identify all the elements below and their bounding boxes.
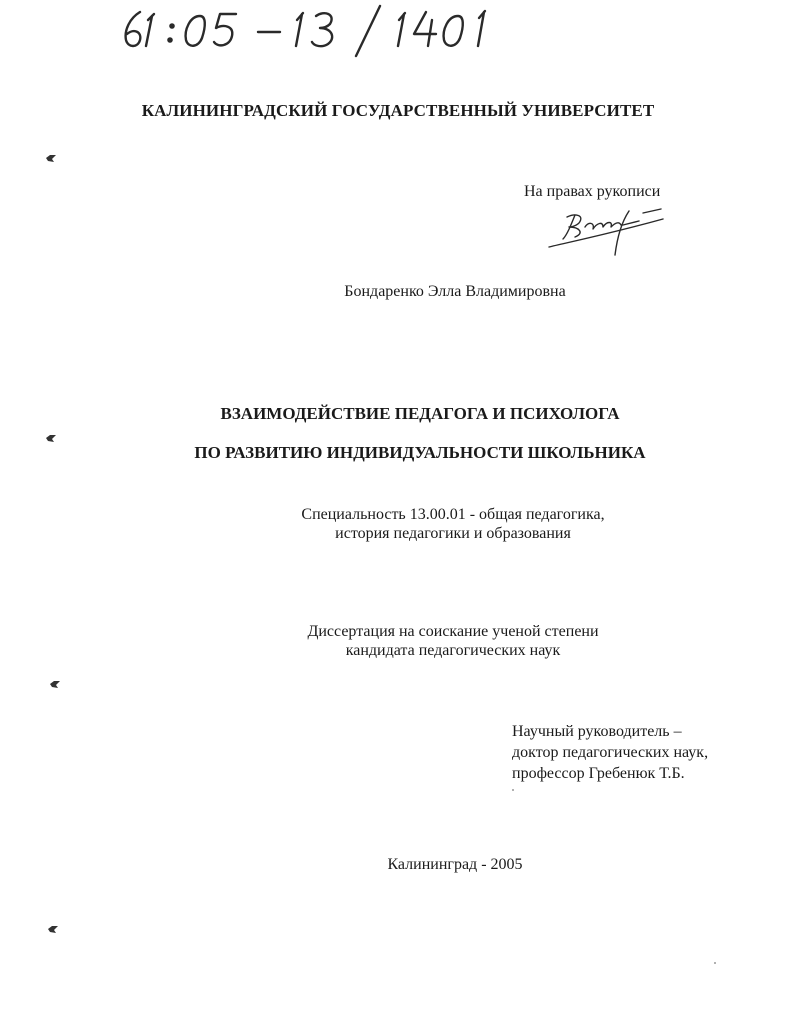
university-name: КАЛИНИНГРАДСКИЙ ГОСУДАРСТВЕННЫЙ УНИВЕРСИТЕТ <box>141 101 655 120</box>
author-name: Бондаренко Элла Владимировна <box>344 283 566 300</box>
supervisor-line3: профессор Гребенюк Т.Б. <box>512 765 685 782</box>
archive-number-handwritten <box>118 2 518 60</box>
specialty-line1: Специальность 13.00.01 - общая педагогика, <box>301 506 605 523</box>
scan-mark-icon <box>48 676 62 686</box>
supervisor-block <box>512 721 708 784</box>
scan-mark-icon <box>44 430 58 440</box>
scan-speck <box>714 962 716 964</box>
supervisor-line2: доктор педагогических наук, <box>512 744 709 761</box>
dissertation-title-line1: ВЗАИМОДЕЙСТВИЕ ПЕДАГОГА И ПСИХОЛОГА <box>220 404 620 423</box>
dissertation-line2: кандидата педагогических наук <box>345 642 561 659</box>
supervisor-line1: Научный руководитель – <box>512 723 682 740</box>
manuscript-rights: На правах рукописи <box>524 183 661 200</box>
specialty-block <box>0 505 796 543</box>
specialty-line2: история педагогики и образования <box>335 525 571 542</box>
dissertation-title-line2: ПО РАЗВИТИЮ ИНДИВИДУАЛЬНОСТИ ШКОЛЬНИКА <box>194 443 646 462</box>
scan-mark-icon <box>44 150 58 160</box>
city-year: Калининград - 2005 <box>387 856 523 873</box>
dissertation-degree-block <box>0 622 796 660</box>
scan-speck <box>512 789 514 791</box>
scan-mark-icon <box>46 921 60 931</box>
signature-icon <box>545 205 670 260</box>
dissertation-line1: Диссертация на соискание ученой степени <box>307 623 599 640</box>
